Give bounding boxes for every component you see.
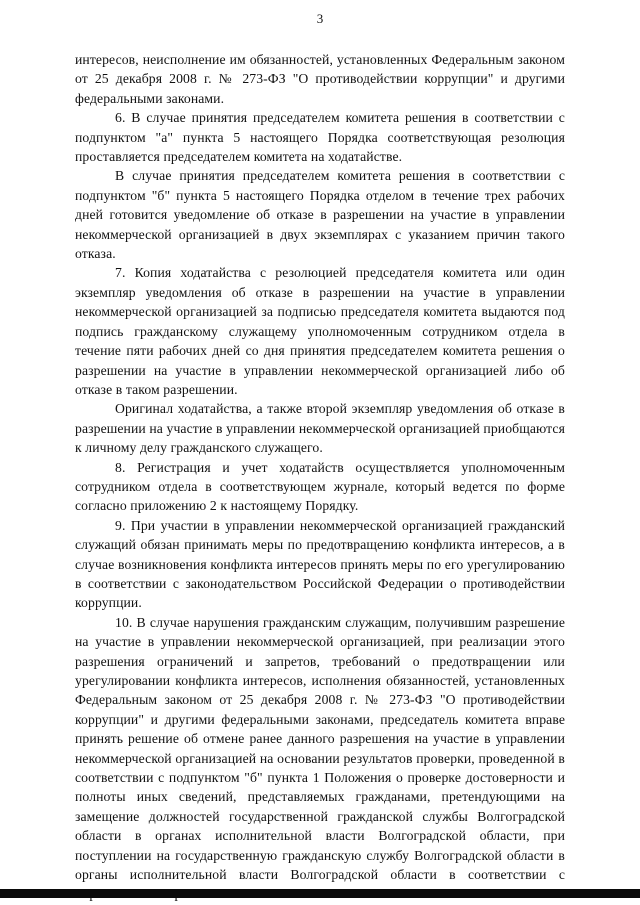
paragraph-item-6-refusal: В случае принятия председателем комитета решения в соответствии с подпунктом "б" пункта 5 настоящего Порядка отделом в течение трех рабочих дней готовится уведомление об отказе в разрешении на участие в управлении некоммерческой организацией в двух экземплярах с указанием причин такого отказа.	[75, 168, 565, 262]
scan-edge-bar	[0, 889, 640, 898]
paragraph-item-9: 9. При участии в управлении некоммерческой организацией гражданский служащий обязан принимать меры по предотвращению конфликта интересов, а в случае возникновения конфликта интересов принять меры по его урегулированию в соответствии с законодательством Российской Федерации о противодействии коррупции.	[75, 517, 565, 611]
paragraph-item-7: 7. Копия ходатайства с резолюцией председателя комитета или один экземпляр уведомления об отказе в разрешении на участие в управлении некоммерческой организацией за подписью председателя комитета выдаются под подпись гражданскому служащему уполномоченным сотрудником отдела в течение пяти рабочих дней со дня принятия председателем комитета решения о разрешении на участие в управлении некоммерческой организацией либо об отказе в таком разрешении.	[75, 265, 565, 397]
page-number: 3	[316, 11, 324, 26]
paragraph-item-6: 6. В случае принятия председателем комитета решения в соответствии с подпунктом "а" пункта 5 настоящего Порядка соответствующая резолюция проставляется председателем комитета на ходатайстве.	[75, 110, 565, 165]
paragraph-item-10: 10. В случае нарушения гражданским служащим, получившим разрешение на участие в управлении некоммерческой организацией, при реализации этого разрешения ограничений и запретов, требований о предотвращении или урегулировании конфликта интересов, исполнения обязанностей, установленных Федеральным законом от 25 декабря 2008 г. № 273-ФЗ "О противодействии коррупции" и другими федеральными законами, председатель комитета вправе принять решение об отмене ранее данного разрешения на участие в управлении некоммерческой организацией на основании результатов проверки, проведенной в соответствии с подпунктом "б" пункта 1 Положения о проверке достоверности и полноты иных сведений, представляемых гражданами, претендующими на замещение должностей государственной гражданской службы Волгоградской области в органах исполнительной власти Волгоградской области, при поступлении на государственную гражданскую службу Волгоградской области в органы исполнительной власти Волгоградской области в соответствии с	[75, 614, 565, 883]
paragraph-item-8: 8. Регистрация и учет ходатайств осуществляется уполномоченным сотрудником отдела в соответствующем журнале, который ведется по форме согласно приложению 2 к настоящему Порядку.	[75, 459, 565, 514]
paragraph-continuation: интересов, неисполнение им обязанностей, установленных Федеральным законом от 25 декабря 2008 г. № 273-ФЗ "О противодействии коррупции" и другими федеральными законами.	[75, 52, 565, 106]
paragraph-item-7-original: Оригинал ходатайства, а также второй экземпляр уведомления об отказе в разрешении на участие в управлении некоммерческой организацией приобщаются к личному делу гражданского служащего.	[75, 401, 565, 456]
document-body	[75, 50, 565, 904]
